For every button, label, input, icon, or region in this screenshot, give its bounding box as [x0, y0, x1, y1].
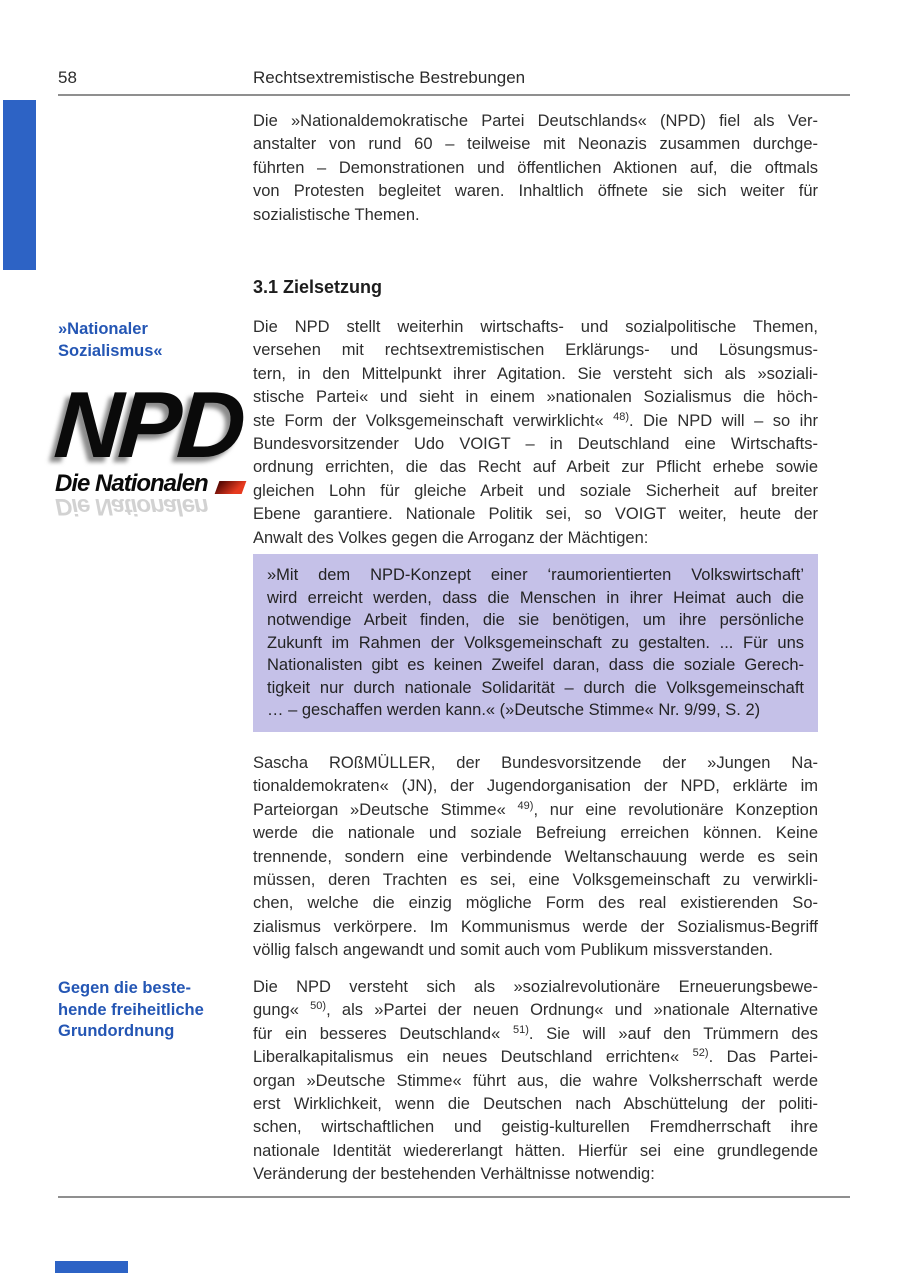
margin-note-grundordnung: Gegen die beste- hende freiheitliche Grundordnung [58, 979, 204, 1040]
paragraph-zielsetzung: Die NPD stellt weiterhin wirtschafts- und sozialpolitische Themen, versehen mit rechtsextremistischen Erklärungs- und Lösungsmus- tern, in den Mittelpunkt ihrer Agitation. Sie versteht sich als »soziali- stische Partei« und sieht in einem »nationalen Sozialismus die höch- ste Form der Volksgemeinschaft verwirklicht« $^{48)}$. Die NPD will – so ihr Bundesvorsitzender Udo VOIGT – in Deutschland eine Wirtschafts- ordnung errichten, die das Recht auf Arbeit zur Pflicht erhebe sowie gleichen Lohn für gleiche Arbeit und soziale Sicherheit auf breiter Ebene garantiere. Nationale Politik sei, so VOIGT weiter, heute der Anwalt des Volkes gegen die Arroganz der Mächtigen: [253, 318, 818, 547]
npd-logo-sub-text: Die Nationalen [55, 470, 208, 498]
chapter-accent-bar [3, 100, 36, 270]
paragraph-rossmueller: Sascha ROßMÜLLER, der Bundesvorsitzende der »Jungen Na- tionaldemokraten« (JN), der Jugendorganisation der NPD, erklärte im Parteiorgan »Deutsche Stimme« $^{49)}$, nur eine revolutionäre Konzeption werde die nationale und soziale Befreiung erreichen können. Keine trennende, sondern eine verbindende Weltanschauung werde es sein müssen, deren Trachten es sei, eine Volksgemeinschaft zu verwirkli- chen, welche die einzig mögliche Form des real existierenden So- zialismus verkörpere. Im Kommunismus werde der Sozialismus-Begriff völlig falsch angewandt und somit auch vom Publikum missverstanden. [253, 754, 818, 960]
npd-logo-main-text: NPD [51, 372, 246, 477]
margin-note-nationaler-sozialismus: »Nationaler Sozialismus« [58, 320, 163, 360]
paragraph-intro: Die »Nationaldemokratische Partei Deutschlands« (NPD) fiel als Ver- anstalter von rund 60 – teilweise mit Neonazis zusammen durchge- führten – Demonstrationen und öffentlichen Aktionen auf, die oftmals von Protesten begleitet waren. Inhaltlich öffnete sie sich weiter für sozialistische Themen. [253, 112, 818, 224]
header-rule [58, 94, 850, 96]
npd-logo [51, 372, 250, 521]
npd-logo-reflection: Die Nationalen [55, 493, 208, 521]
footer-rule [58, 1196, 850, 1198]
running-header-title: Rechtsextremistische Bestrebungen [253, 68, 526, 87]
section-heading: 3.1 Zielsetzung [253, 277, 383, 297]
paragraph-selbstverstaendnis: Die NPD versteht sich als »sozialrevolutionäre Erneuerungsbewe- gung« $^{50)}$, als »Partei der neuen Ordnung« und »nationale Alternative für ein besseres Deutschland« $^{51)}$. Sie will »auf den Trümmern des Liberalkapitalismus ein neues Deutschland errichten« $^{52)}$. Das Partei- organ »Deutsche Stimme« führt aus, die wahre Volksherrschaft werde erst Wirklichkeit, wenn die Deutschen nach Abschüttelung der politi- schen, wirtschaftlichen und geistig-kulturellen Fremdherrschaft ihre nationale Identität wiedererlangt hätten. Hierfür sei eine grundlegende Veränderung der bestehenden Verhältnisse notwendig: [253, 978, 819, 1184]
quote-block: »Mit dem NPD-Konzept einer ‘raumorientierten Volkswirtschaft’ wird erreicht werden, dass die Menschen in ihrer Heimat auch die notwendige Arbeit finden, die sie benötigen, um ihre persönliche Zukunft im Rahmen der Volksgemeinschaft zu gestalten. ... Für uns Nationalisten gibt es keinen Zweifel daran, dass die soziale Gerech- tigkeit nur durch nationale Solidarität – durch die Volksgemeinschaft … – geschaffen werden kann.« (»Deutsche Stimme« Nr. 9/99, S. 2) [253, 554, 818, 732]
footer-accent-bar [55, 1261, 128, 1273]
page-number: 58 [58, 68, 77, 87]
